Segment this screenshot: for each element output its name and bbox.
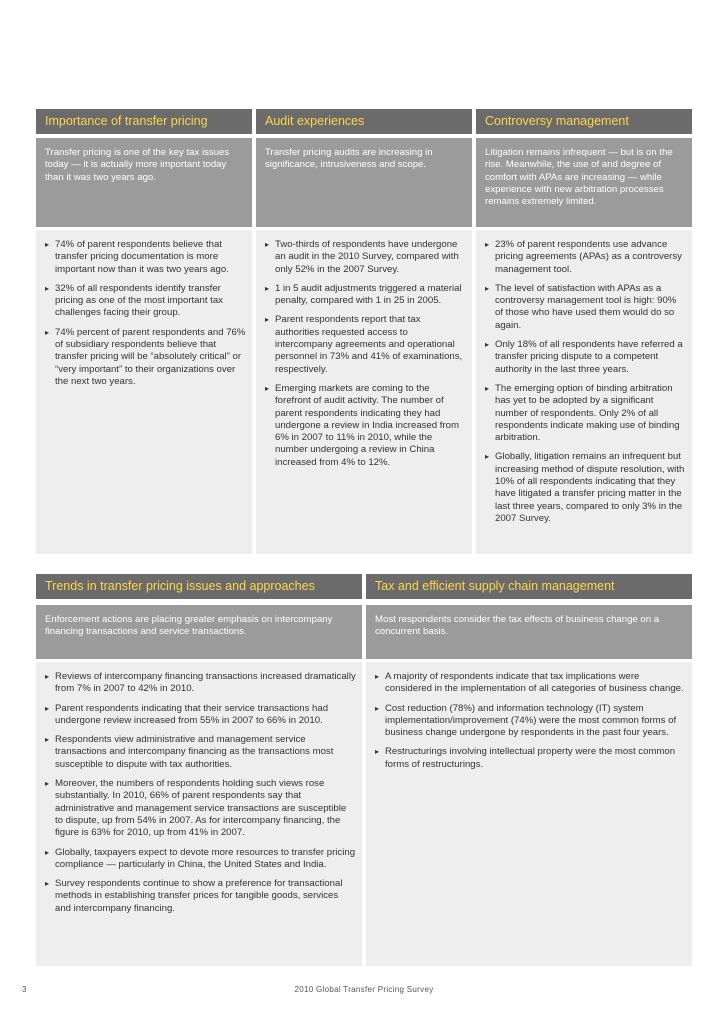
bullet-list: [375, 671, 686, 771]
list-item: ▸ Globally, litigation remains an infrequent but increasing method of dispute resolution, with 10% of all respondents indicating that they have litigated a transfer pricing matter in the last three years, compared to only 3% in the 2007 Survey.: [485, 451, 686, 525]
panel-body: [36, 230, 252, 554]
footer-title: 2010 Global Transfer Pricing Survey: [294, 985, 434, 994]
panel-title: Tax and efficient supply chain management: [366, 574, 692, 599]
list-item: ▸ 1 in 5 audit adjustments triggered a material penalty, compared with 1 in 25 in 2005.: [265, 283, 466, 308]
panel-intro: Most respondents consider the tax effects of business change on a concurrent basis.: [366, 605, 692, 659]
list-item: ▸ Respondents view administrative and management service transactions and intercompany financing as the transactions most susceptible to dispute with tax authorities.: [45, 734, 356, 771]
panel-intro: Transfer pricing is one of the key tax issues today — it is actually more important today than it was two years ago.: [36, 138, 252, 227]
page-number: 3: [22, 985, 27, 994]
panel-intro: Transfer pricing audits are increasing in significance, intrusiveness and scope.: [256, 138, 472, 227]
panel-body: [36, 662, 362, 966]
panel-body: [366, 662, 692, 966]
panel-intro: Litigation remains infrequent — but is on the rise. Meanwhile, the use of and degree of comfort with APAs are increasing — while experience with new arbitration processes remains extremely limited.: [476, 138, 692, 227]
list-item: ▸ 23% of parent respondents use advance pricing agreements (APAs) as a controversy management tool.: [485, 239, 686, 276]
list-item: ▸ 32% of all respondents identify transfer pricing as one of the most important tax challenges facing their group.: [45, 283, 246, 320]
list-item: ▸ Only 18% of all respondents have referred a transfer pricing dispute to a competent authority in the last three years.: [485, 339, 686, 376]
list-item: ▸ 74% percent of parent respondents and 76% of subsidiary respondents believe that transfer pricing will be “absolutely critical” or “very important” to their organizations over the next two years.: [45, 327, 246, 388]
list-item: ▸ 74% of parent respondents believe that transfer pricing documentation is more important now than it was two years ago.: [45, 239, 246, 276]
bullet-list: [485, 239, 686, 525]
list-item: ▸ Two-thirds of respondents have undergone an audit in the 2010 Survey, compared with only 52% in the 2007 Survey.: [265, 239, 466, 276]
list-item: ▸ Cost reduction (78%) and information technology (IT) system implementation/improvement (74%) were the most common forms of business change undergone by respondents in the past four years.: [375, 703, 686, 740]
panel-body: [256, 230, 472, 554]
panel-title: Controversy management: [476, 109, 692, 134]
list-item: ▸ Survey respondents continue to show a preference for transactional methods in establishing transfer prices for tangible goods, services and intercompany financing.: [45, 878, 356, 915]
panel-title: Trends in transfer pricing issues and approaches: [36, 574, 362, 599]
list-item: ▸ A majority of respondents indicate that tax implications were considered in the implementation of all categories of business change.: [375, 671, 686, 696]
list-item: ▸ Parent respondents report that tax authorities requested access to intercompany agreements and operational personnel in 73% and 41% of examinations, respectively.: [265, 314, 466, 375]
panel-body: [476, 230, 692, 554]
list-item: ▸ The level of satisfaction with APAs as a controversy management tool is high: 90% of those who have used them would do so again.: [485, 283, 686, 332]
list-item: ▸ Emerging markets are coming to the forefront of audit activity. The number of parent respondents indicating they had undergone a review in India increased from 6% in 2007 to 11% in 2010, while the number undergoing a review in China increased from 4% to 12%.: [265, 383, 466, 469]
list-item: ▸ Restructurings involving intellectual property were the most common forms of restructurings.: [375, 746, 686, 771]
panel-title: Importance of transfer pricing: [36, 109, 252, 134]
panel-intro: Enforcement actions are placing greater emphasis on intercompany financing transactions and service transactions.: [36, 605, 362, 659]
list-item: ▸ Parent respondents indicating that their service transactions had undergone review increased from 55% in 2007 to 66% in 2010.: [45, 703, 356, 728]
list-item: ▸ Reviews of intercompany financing transactions increased dramatically from 7% in 2007 to 42% in 2010.: [45, 671, 356, 696]
bullet-list: [265, 239, 466, 469]
list-item: ▸ Moreover, the numbers of respondents holding such views rose substantially. In 2010, 66% of parent respondents say that administrative and management service transactions are susceptible to dispute, up from 54% in 2007. As for intercompany financing, the figure is 63% for 2010, up from 41% in 2007.: [45, 778, 356, 839]
panel-title: Audit experiences: [256, 109, 472, 134]
list-item: ▸ The emerging option of binding arbitration has yet to be adopted by a significant number of respondents. Only 2% of all respondents indicate making use of binding arbitration.: [485, 383, 686, 444]
bullet-list: [45, 239, 246, 388]
bullet-list: [45, 671, 356, 915]
list-item: ▸ Globally, taxpayers expect to devote more resources to transfer pricing compliance — particularly in China, the United States and India.: [45, 847, 356, 872]
